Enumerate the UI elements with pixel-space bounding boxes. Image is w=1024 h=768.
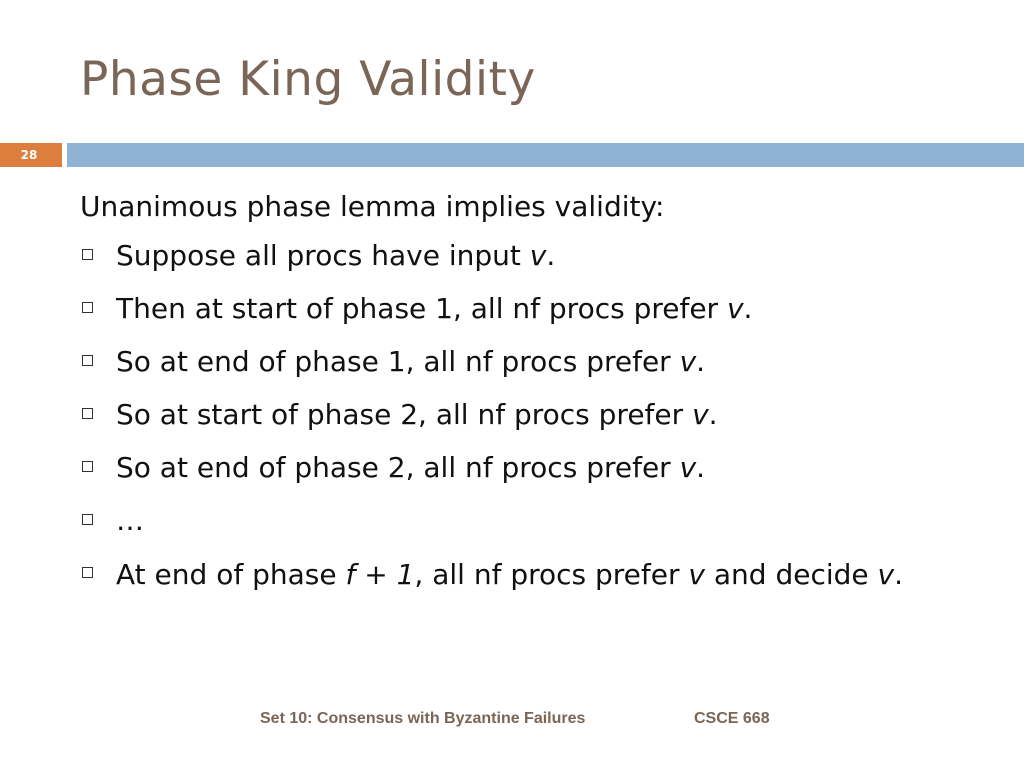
bullet-variable: v xyxy=(679,345,697,378)
bullet-punct: . xyxy=(743,292,753,325)
bullet-variable: v xyxy=(877,558,895,591)
bullet-punct: . xyxy=(708,398,718,431)
bullet-text: Then at start of phase 1, all nf procs prefer xyxy=(116,292,727,325)
bullet-text: and decide xyxy=(704,558,878,591)
bullet-variable: v xyxy=(529,239,547,272)
bullet-text: … xyxy=(116,504,144,537)
lead-text: Unanimous phase lemma implies validity: xyxy=(80,190,665,223)
slide-number-badge xyxy=(0,143,62,167)
bullet-item xyxy=(80,342,960,382)
footer-course-code: CSCE 668 xyxy=(694,710,770,727)
bullet-punct: . xyxy=(696,345,706,378)
bullet-expression: f + 1 xyxy=(345,558,415,591)
square-bullet-icon xyxy=(82,408,93,419)
bullet-item xyxy=(80,395,960,435)
header-band xyxy=(67,143,1024,167)
bullet-text: At end of phase xyxy=(116,558,346,591)
bullet-text: So at end of phase 1, all nf procs prefer xyxy=(116,345,680,378)
bullet-punct: . xyxy=(546,239,556,272)
bullet-text: , all nf procs prefer xyxy=(414,558,689,591)
slide-number: 28 xyxy=(20,148,38,162)
slide-title: Phase King Validity xyxy=(80,52,536,107)
bullet-variable: v xyxy=(726,292,744,325)
square-bullet-icon xyxy=(82,249,93,260)
bullet-text: Suppose all procs have input xyxy=(116,239,530,272)
bullet-item xyxy=(80,289,960,329)
bullet-variable: v xyxy=(692,398,709,431)
bullet-variable: v xyxy=(679,451,697,484)
bullet-item-final xyxy=(80,554,960,596)
bullet-item xyxy=(80,236,960,276)
square-bullet-icon xyxy=(82,302,93,313)
bullet-text: So at end of phase 2, all nf procs prefer xyxy=(116,451,680,484)
bullet-punct: . xyxy=(696,451,706,484)
footer-course-set: Set 10: Consensus with Byzantine Failures xyxy=(260,710,586,727)
bullet-list xyxy=(80,236,960,596)
bullet-variable: v xyxy=(688,558,705,591)
bullet-item xyxy=(80,501,960,541)
bullet-punct: . xyxy=(894,558,904,591)
square-bullet-icon xyxy=(82,567,93,578)
bullet-item xyxy=(80,448,960,488)
square-bullet-icon xyxy=(82,514,93,525)
slide-body xyxy=(80,188,960,609)
bullet-text: So at start of phase 2, all nf procs prefer xyxy=(116,398,693,431)
square-bullet-icon xyxy=(82,355,93,366)
square-bullet-icon xyxy=(82,461,93,472)
